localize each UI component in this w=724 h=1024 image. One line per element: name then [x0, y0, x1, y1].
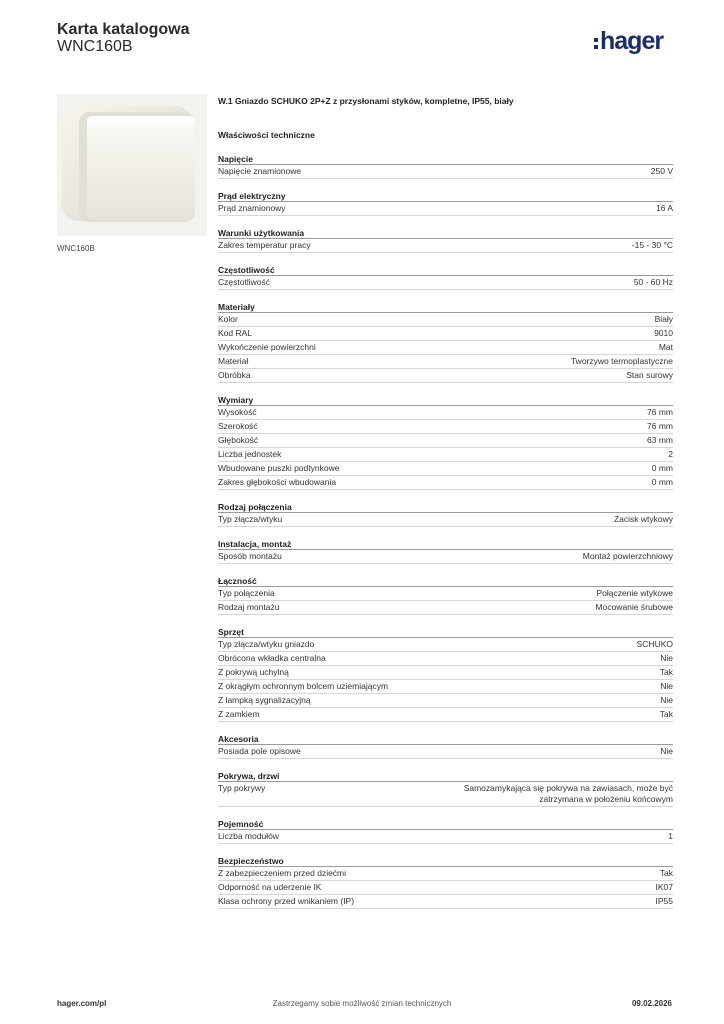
spec-label: Z lampką sygnalizacyjną: [218, 695, 311, 705]
product-image: [57, 94, 207, 236]
image-caption: WNC160B: [57, 244, 95, 253]
spec-label: Typ pokrywy: [218, 783, 266, 793]
spec-label: Częstotliwość: [218, 277, 270, 287]
group-title: Akcesoria: [218, 734, 673, 745]
spec-label: Prąd znamionowy: [218, 203, 286, 213]
spec-row: [218, 601, 673, 615]
spec-value: Tak: [659, 868, 673, 878]
spec-row: [218, 745, 673, 759]
spec-label: Odporność na uderzenie IK: [218, 882, 322, 892]
spec-value: 76 mm: [647, 407, 673, 417]
spec-content: [218, 96, 673, 909]
group-title: Pojemność: [218, 819, 673, 830]
spec-row: [218, 239, 673, 253]
spec-value: 250 V: [650, 166, 673, 176]
spec-value: 50 - 60 Hz: [633, 277, 673, 287]
group-title: Prąd elektryczny: [218, 191, 673, 202]
spec-label: Klasa ochrony przed wnikaniem (IP): [218, 896, 355, 906]
spec-group: [218, 734, 673, 759]
group-title: Bezpieczeństwo: [218, 856, 673, 867]
group-title: Napięcie: [218, 154, 673, 165]
spec-label: Z zamkiem: [218, 709, 260, 719]
spec-value: 16 A: [655, 203, 673, 213]
spec-label: Kod RAL: [218, 328, 253, 338]
spec-row: [218, 694, 673, 708]
spec-value: Samozamykająca się pokrywa na zawiasach, może być zatrzymana w położeniu końcowym: [463, 783, 673, 804]
group-title: Sprzęt: [218, 627, 673, 638]
spec-value: Tak: [659, 709, 673, 719]
spec-row: [218, 782, 673, 807]
spec-row: [218, 476, 673, 490]
spec-value: 63 mm: [647, 435, 673, 445]
spec-row: [218, 652, 673, 666]
group-title: Pokrywa, drzwi: [218, 771, 673, 782]
spec-row: [218, 406, 673, 420]
spec-label: Głębokość: [218, 435, 259, 445]
spec-group: [218, 154, 673, 179]
spec-value: Tworzywo termoplastyczne: [570, 356, 673, 366]
spec-group: [218, 191, 673, 216]
spec-group: [218, 576, 673, 615]
logo-text: hager: [600, 26, 664, 55]
spec-value: Mocowanie śrubowe: [595, 602, 673, 612]
spec-row: [218, 895, 673, 909]
spec-row: [218, 165, 673, 179]
spec-label: Liczba jednostek: [218, 449, 282, 459]
spec-label: Typ złącza/wtyku: [218, 514, 283, 524]
spec-label: Z okrągłym ochronnym bolcem uziemiającym: [218, 681, 389, 691]
spec-label: Liczba modułów: [218, 831, 279, 841]
product-title: W.1 Gniazdo SCHUKO 2P+Z z przysłonami styków, kompletne, IP55, biały: [218, 96, 514, 106]
footer-website: hager.com/pl: [57, 999, 107, 1008]
spec-label: Napięcie znamionowe: [218, 166, 302, 176]
spec-label: Typ połączenia: [218, 588, 275, 598]
spec-groups: [218, 154, 673, 909]
section-title: Właściwości techniczne: [218, 130, 315, 140]
spec-label: Kolor: [218, 314, 238, 324]
spec-row: [218, 680, 673, 694]
spec-label: Obrócona wkładka centralna: [218, 653, 326, 663]
spec-value: Zacisk wtykowy: [613, 514, 673, 524]
spec-label: Wbudowane puszki podtynkowe: [218, 463, 340, 473]
spec-row: [218, 513, 673, 527]
spec-label: Wysokość: [218, 407, 257, 417]
spec-value: Stan surowy: [626, 370, 673, 380]
spec-row: [218, 867, 673, 881]
spec-row: [218, 666, 673, 680]
spec-row: [218, 462, 673, 476]
spec-label: Zakres głębokości wbudowania: [218, 477, 337, 487]
spec-label: Materiał: [218, 356, 249, 366]
spec-value: 0 mm: [651, 463, 673, 473]
spec-label: Szerokość: [218, 421, 258, 431]
spec-group: [218, 265, 673, 290]
spec-label: Obróbka: [218, 370, 251, 380]
spec-row: [218, 448, 673, 462]
group-title: Rodzaj połączenia: [218, 502, 673, 513]
footer-date: 09.02.2026: [631, 999, 672, 1008]
spec-value: Nie: [660, 746, 673, 756]
spec-row: [218, 420, 673, 434]
spec-value: Połączenie wtykowe: [596, 588, 673, 598]
spec-group: [218, 627, 673, 722]
spec-value: Nie: [660, 681, 673, 691]
group-title: Częstotliwość: [218, 265, 673, 276]
hager-logo: [594, 26, 663, 56]
spec-row: [218, 830, 673, 844]
spec-row: [218, 638, 673, 652]
spec-row: [218, 881, 673, 895]
spec-label: Sposób montażu: [218, 551, 282, 561]
spec-value: 1: [668, 831, 673, 841]
spec-group: [218, 502, 673, 527]
page-title: Karta katalogowa: [57, 21, 190, 38]
spec-label: Typ złącza/wtyku gniazdo: [218, 639, 315, 649]
spec-value: Tak: [659, 667, 673, 677]
spec-row: [218, 369, 673, 383]
group-title: Wymiary: [218, 395, 673, 406]
spec-row: [218, 587, 673, 601]
spec-group: [218, 302, 673, 383]
logo-dots-icon: [594, 38, 598, 49]
spec-value: 76 mm: [647, 421, 673, 431]
spec-row: [218, 276, 673, 290]
spec-row: [218, 202, 673, 216]
spec-label: Wykończenie powierzchni: [218, 342, 316, 352]
group-title: Instalacja, montaż: [218, 539, 673, 550]
spec-value: Montaż powierzchniowy: [582, 551, 673, 561]
spec-label: Posiada pole opisowe: [218, 746, 301, 756]
spec-label: Z pokrywą uchylną: [218, 667, 289, 677]
group-title: Łączność: [218, 576, 673, 587]
spec-value: SCHUKO: [636, 639, 673, 649]
spec-value: IP55: [655, 896, 673, 906]
spec-group: [218, 539, 673, 564]
spec-group: [218, 856, 673, 909]
spec-row: [218, 341, 673, 355]
spec-value: -15 - 30 °C: [631, 240, 673, 250]
spec-group: [218, 771, 673, 807]
spec-label: Z zabezpieczeniem przed dziećmi: [218, 868, 347, 878]
spec-value: Mat: [658, 342, 673, 352]
spec-value: 9010: [654, 328, 673, 338]
spec-value: IK07: [655, 882, 673, 892]
spec-value: 2: [668, 449, 673, 459]
spec-label: Zakres temperatur pracy: [218, 240, 311, 250]
spec-label: Rodzaj montażu: [218, 602, 280, 612]
spec-value: Nie: [660, 653, 673, 663]
socket-image-icon: [57, 94, 207, 236]
spec-group: [218, 228, 673, 253]
spec-value: Nie: [660, 695, 673, 705]
spec-value: 0 mm: [651, 477, 673, 487]
group-title: Warunki użytkowania: [218, 228, 673, 239]
product-code: WNC160B: [57, 38, 133, 55]
spec-row: [218, 327, 673, 341]
spec-group: [218, 819, 673, 844]
footer-notice: Zastrzegamy sobie możliwość zmian technicznych: [272, 999, 452, 1008]
spec-row: [218, 708, 673, 722]
spec-group: [218, 395, 673, 490]
spec-row: [218, 313, 673, 327]
spec-row: [218, 550, 673, 564]
group-title: Materiały: [218, 302, 673, 313]
spec-row: [218, 355, 673, 369]
spec-row: [218, 434, 673, 448]
spec-value: Biały: [654, 314, 673, 324]
